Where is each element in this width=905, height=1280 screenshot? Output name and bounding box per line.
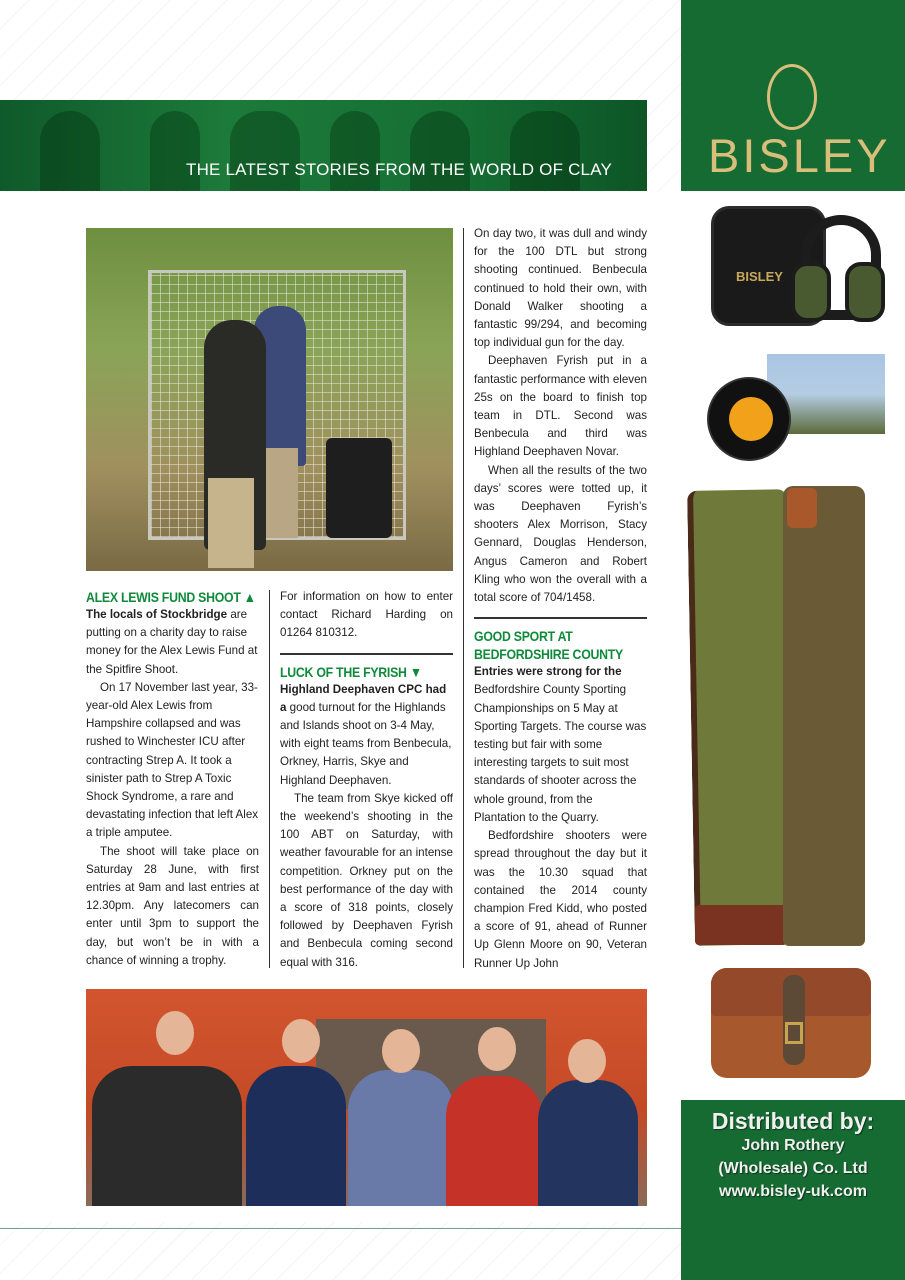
lead-bold: The locals of Stockbridge (86, 608, 228, 621)
article-headline: BEDFORDSHIRE COUNTY (474, 646, 623, 663)
photo-shooter-legs (208, 478, 254, 568)
shooting-cage-photo (86, 228, 453, 571)
column-divider (463, 228, 464, 968)
section-rule (280, 653, 453, 655)
footer-rule (0, 1228, 681, 1229)
bisley-logo-icon (767, 64, 817, 130)
cartridge-bag-strap (783, 975, 805, 1065)
gun-slip-green (687, 489, 795, 946)
gun-slip-brown (783, 486, 865, 946)
photo-head (282, 1019, 320, 1063)
case-label: BISLEY (736, 269, 783, 284)
bisley-advert (681, 0, 905, 1280)
photo-head (568, 1039, 606, 1083)
photo-head (478, 1027, 516, 1071)
article-lead (474, 663, 647, 827)
winners-group-photo (86, 989, 647, 1206)
shooting-star-badge-icon (707, 377, 791, 461)
article-headline: ALEX LEWIS FUND SHOOT ▲ (86, 589, 256, 605)
article-paragraph: Deephaven Fyrish put in a fantastic performance with eleven 25s on the board to finish top team in DTL. Second was Benbecula and third was Highland Deephaven Novar. (474, 354, 647, 459)
section-rule (474, 617, 647, 619)
column-1 (86, 588, 259, 970)
buckle-icon (785, 1022, 803, 1044)
photo-person (538, 1080, 638, 1206)
article-paragraph: Bedfordshire shooters were spread throughout the day but it was the 10.30 squad that contained the 2014 county champion Fred Kidd, who posted a score of 91, ahead of Runner Up Glenn Moore on 90, Veteran Runner Up John (474, 829, 647, 970)
advert-brand: BISLEY (708, 129, 891, 182)
photo-person (446, 1076, 542, 1206)
lead-text: Bedfordshire County Sporting Championships on 5 May at Sporting Targets. The course was testing but fair with some interesting targets to suit most standards of shooter across the whole ground, from the Plantation to the Quarry. (474, 683, 647, 824)
distributor-company: (Wholesale) Co. Ltd (718, 1160, 868, 1177)
lead-bold: Highland Deephaven CPC had a (280, 682, 447, 714)
photo-bin (326, 438, 392, 538)
article-paragraph: On 17 November last year, 33-year-old Alex Lewis from Hampshire collapsed and was rushed to Winchester ICU after contracting Strep A. It took a sinister path to Strep A Toxic Shock Syndrome, a rare and devastating infection that left Alex a triple amputee. (86, 680, 259, 840)
photo-head (382, 1029, 420, 1073)
gun-slip-tip (695, 905, 787, 945)
article-paragraph: The shoot will take place on Saturday 28 June, with first entries at 9am and last entries at 12.30pm. Any latecomers can enter until 3pm to support the day, but won’t be in with a chance of winning a trophy. (86, 844, 259, 967)
article-paragraph: On day two, it was dull and windy for the 100 DTL but strong shooting continued. Benbecula continued to hold their own, with Donald Walker shooting a fantastic 99/294, and becoming top individual gun for the day. (474, 227, 647, 350)
lead-bold: Entries were strong for the (474, 665, 622, 679)
lead-text: are putting on a charity day to raise money for the Alex Lewis Fund at the Spitfire Shoot. (86, 608, 258, 676)
article-paragraph: For information on how to enter contact Richard Harding on 01264 810312. (280, 590, 453, 640)
article-lead (86, 606, 259, 679)
earcup (845, 262, 885, 322)
advert-header (681, 0, 905, 191)
gun-slip-top (787, 488, 817, 528)
photo-head (156, 1011, 194, 1055)
banner-title: THE LATEST STORIES FROM THE WORLD OF CLAY (186, 160, 613, 179)
banner-figure (40, 111, 100, 191)
lead-text: good turnout for the Highlands and Islands shoot on 3-4 May, with eight teams from Benbecula, Orkney, Harris, Skye and Highland Deephaven. (280, 700, 452, 787)
article-paragraph: The team from Skye kicked off the weekend’s shooting in the 100 ABT on Saturday, with weather favourable for an intense competition. Orkney put on the best performance of the day with a score of 318 points, closely followed by Deephaven Fyrish and Benbecula coming second equal with 316. (280, 791, 453, 969)
badge-emblem (729, 397, 773, 441)
article-headline: GOOD SPORT AT (474, 628, 573, 645)
article-paragraph: When all the results of the two days’ scores were totted up, it was Deephaven Fyrish’s shooters Alex Morrison, Stacy Gennard, Douglas Henderson, Angus Cameron and Robert Kling who won the overall with a total score of 704/1458. (474, 463, 647, 605)
distributed-title: Distributed by: (711, 1108, 875, 1134)
article-headline: LUCK OF THE FYRISH ▼ (280, 663, 422, 680)
photo-person (348, 1070, 454, 1206)
section-banner (0, 100, 647, 191)
photo-person (92, 1066, 242, 1206)
distributor-name: John Rothery (741, 1137, 845, 1154)
column-3 (474, 225, 647, 973)
distributor-url: www.bisley-uk.com (719, 1183, 867, 1200)
earcup (791, 262, 831, 322)
column-divider (269, 590, 270, 968)
photo-person (246, 1066, 346, 1206)
column-2 (280, 588, 453, 972)
article-lead (280, 681, 453, 790)
